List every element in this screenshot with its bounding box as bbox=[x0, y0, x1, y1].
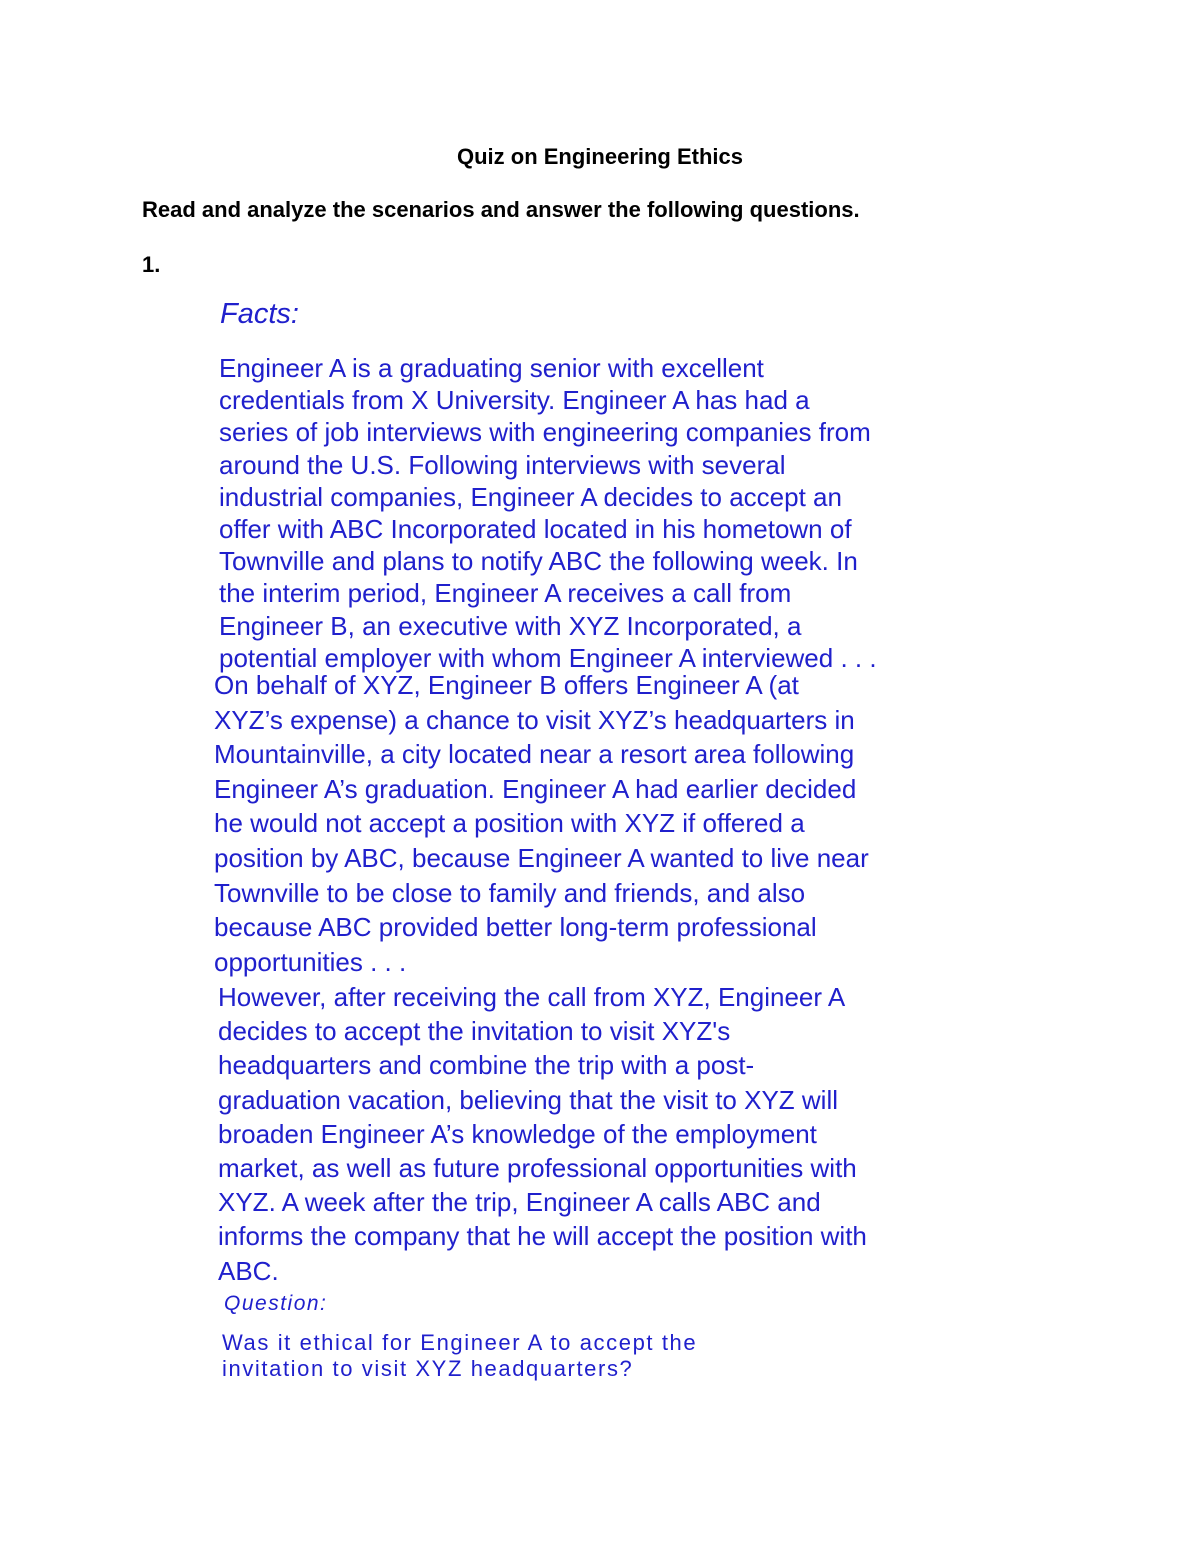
facts-paragraph-3: However, after receiving the call from XYZ, Engineer A decides to accept the invitation to visit XYZ's headquarters and combine the trip with a post- graduation vacation, believing that the visit to XYZ will broaden Engineer A’s knowledge of the employment market, as well as future professional opportunities with XYZ. A week after the trip, Engineer A calls ABC and informs the company that he will accept the position with ABC. bbox=[218, 982, 867, 1286]
facts-paragraph-1: Engineer A is a graduating senior with excellent credentials from X University. Engineer A has had a series of job interviews with engineering companies from around the U.S. Following interviews with several industrial companies, Engineer A decides to accept an offer with ABC Incorporated located in his hometown of Townville and plans to notify ABC the following week. In the interim period, Engineer A receives a call from Engineer B, an executive with XYZ Incorporated, a potential employer with whom Engineer A interviewed . . . bbox=[219, 353, 877, 673]
facts-paragraph-2: On behalf of XYZ, Engineer B offers Engineer A (at XYZ’s expense) a chance to visit XYZ’s headquarters in Mountainville, a city located near a resort area following Engineer A’s graduation. Engineer A had earlier decided he would not accept a position with XYZ if offered a position by ABC, because Engineer A wanted to live near Townville to be close to family and friends, and also because ABC provided better long-term professional opportunities . . . bbox=[214, 670, 869, 977]
facts-heading: Facts: bbox=[220, 298, 299, 330]
document-title: Quiz on Engineering Ethics bbox=[456, 144, 744, 169]
question-text: Was it ethical for Engineer A to accept the invitation to visit XYZ headquarters? bbox=[222, 1330, 698, 1381]
instructions-text: Read and analyze the scenarios and answer the following questions. bbox=[142, 197, 860, 222]
question-number: 1. bbox=[142, 252, 161, 277]
question-heading: Question: bbox=[224, 1292, 328, 1315]
